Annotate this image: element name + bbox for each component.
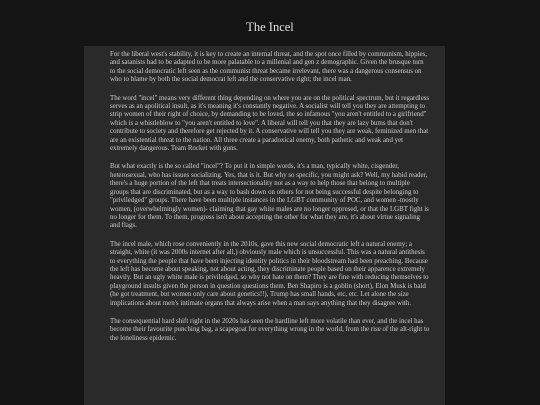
page-title: The Incel bbox=[246, 20, 294, 34]
paragraph-4: The incel male, which rose conveniently in the 2010s, gave this new social democratic left a natural enemy; a straight, white (it was 2000s internet after all,) obviously male which is unsuccessful. This was a natural antithesis to everything the people that have been injecting identity politics in their bloodstream had been preaching. Because the left has become about speaking, not about acting, they discriminate people based on their apparence extremely heavily. But an ugly white male is priviledged, so why not hate on them? They are fine with reducing themselves to playground insults given the person in question questions them. Ben Shapiro is a goblin (short), Elon Musk is bald (he got treatment, but women only care about genetics!!), Trump has small hands, etc, etc. Let alone the size implications about men's intimate organs that always arise when a man says anything that they disagree with. bbox=[110, 240, 429, 307]
paragraph-5: The consequential hard shift right in the 2020s has seen the hardline left more volatile than ever, and the incel has become their favourite punching bag, a scapegoat for everything wrong in the world, from the rise of the alt-right to the loneliness epidemic. bbox=[110, 317, 430, 342]
article-panel bbox=[84, 46, 445, 405]
paragraph-1: For the liberal west's stability, it is key to create an internal threat, and the spot once filled by communism, hippies, and satanists had to be adapted to be more palatable to a millenial and gen z demographic. Given the brusque turn to the social democratic left seen as the communist threat became irrelevant, there was a dangerous consensus on who to blame by both the social democrat left and the conservative right; the incel man. bbox=[110, 51, 427, 84]
article-body bbox=[110, 51, 430, 353]
paragraph-2: The word "incel" means very different thing depending on where you are on the political spectrum, but it regardless serves as an apolitical insult, as it's meaning it's constantly negative. A socialist will tell you they are attempting to strip women of their right of choice, by demanding to be loved, the so infamous "you aren't entitled to a girlfriend" which is a whistleblow to "you aren't entitled to love". A liberal will tell you that they are lazy bums that don't contribute to society and therefore get rejected by it. A conservative will tell you they are weak, feminized men that are an existential threat to the nation. All three create a paradoxical enemy, both pathetic and weak and yet extremely dangerous. Team Rocket with guns. bbox=[110, 94, 430, 153]
paragraph-3: But what exactly is the so called "incel"? To put it in simple words, it's a man, typically white, cisgender, heterosexual, who has issues socializing. Yes, that is it. But why so specific, you might ask? Well, my habid reader, there's a huge portion of the left that treats intersectionality not as a way to help those that belong to multiple groups that are discriminated, but as a way to bash down on others for not being successful despite belonging to "priviledged" groups. There have been multiple instances in the LGBT community of POC, and women -mostly women, (overwhelmingly women)- claiming that gay white males are no longer oppresed, or that the LGBT fight is no longer for them. To them, progress isn't about accepting the other for what they are, it's about virtue signaling and flags. bbox=[110, 163, 429, 230]
